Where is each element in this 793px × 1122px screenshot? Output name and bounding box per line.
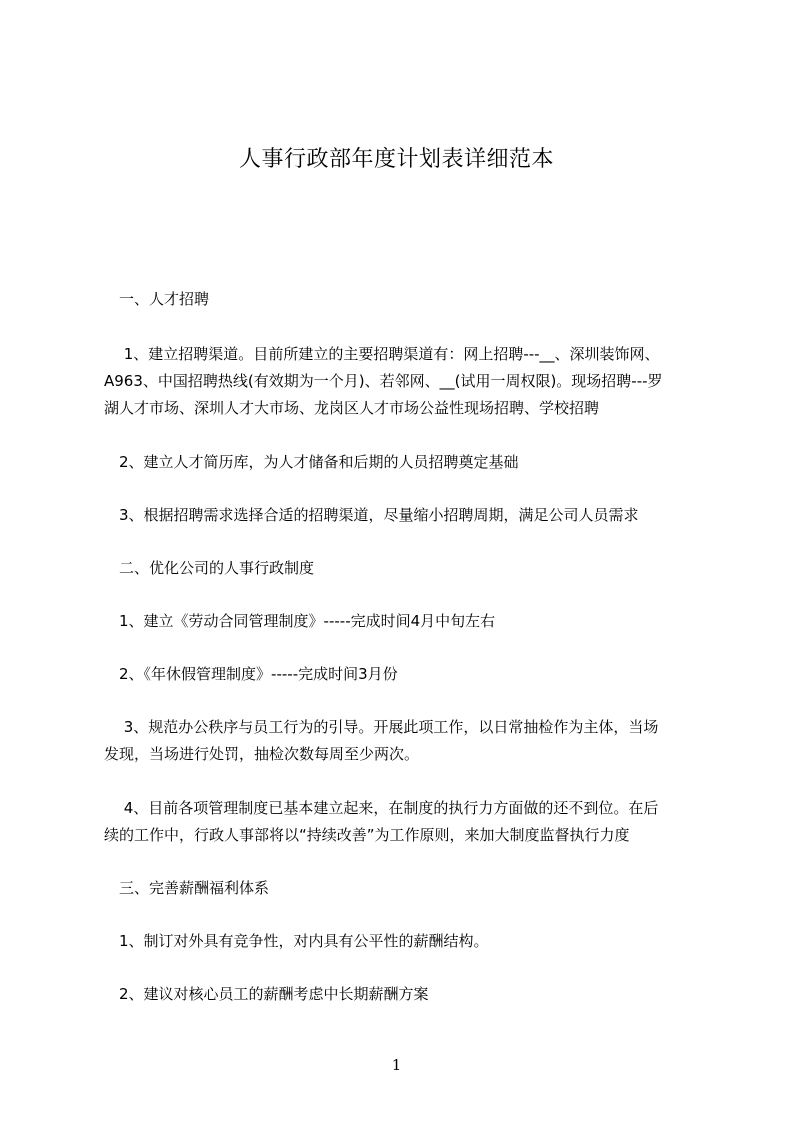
paragraph-line: 续的工作中，行政人事部将以“持续改善”为工作原则，来加大制度监督执行力度 bbox=[104, 826, 630, 844]
paragraph-line: 2、建议对核心员工的薪酬考虑中长期薪酬方案 bbox=[104, 985, 429, 1003]
paragraph-line: 1、建立招聘渠道。目前所建立的主要招聘渠道有：网上招聘---__、深圳装饰网、 bbox=[104, 345, 660, 363]
section-heading-talent-recruitment: 一、人才招聘 bbox=[104, 290, 210, 308]
paragraph-line: 3、规范办公秩序与员工行为的引导。开展此项工作，以日常抽检作为主体，当场 bbox=[104, 718, 659, 736]
paragraph-line: 2、建立人才简历库，为人才储备和后期的人员招聘奠定基础 bbox=[104, 453, 519, 471]
paragraph-line: 湖人才市场、深圳人才大市场、龙岗区人才市场公益性现场招聘、学校招聘 bbox=[104, 399, 600, 417]
section-heading-compensation: 三、完善薪酬福利体系 bbox=[104, 879, 270, 897]
paragraph-line: A963、中国招聘热线(有效期为一个月)、若邻网、__(试用一周权限)。现场招聘---罗 bbox=[104, 372, 663, 390]
paragraph-line: 发现，当场进行处罚，抽检次数每周至少两次。 bbox=[104, 745, 420, 763]
paragraph-line: 2、《年休假管理制度》-----完成时间3月份 bbox=[104, 665, 398, 683]
page-number: 1 bbox=[391, 1056, 402, 1074]
section-heading-hr-admin-system: 二、优化公司的人事行政制度 bbox=[104, 559, 315, 577]
paragraph-line: 1、制订对外具有竞争性，对内具有公平性的薪酬结构。 bbox=[104, 932, 489, 950]
document-title: 人事行政部年度计划表详细范本 bbox=[238, 147, 554, 172]
paragraph-line: 1、建立《劳动合同管理制度》-----完成时间4月中旬左右 bbox=[104, 612, 496, 630]
paragraph-line: 4、目前各项管理制度已基本建立起来，在制度的执行力方面做的还不到位。在后 bbox=[104, 799, 659, 817]
paragraph-line: 3、根据招聘需求选择合适的招聘渠道，尽量缩小招聘周期，满足公司人员需求 bbox=[104, 506, 639, 524]
